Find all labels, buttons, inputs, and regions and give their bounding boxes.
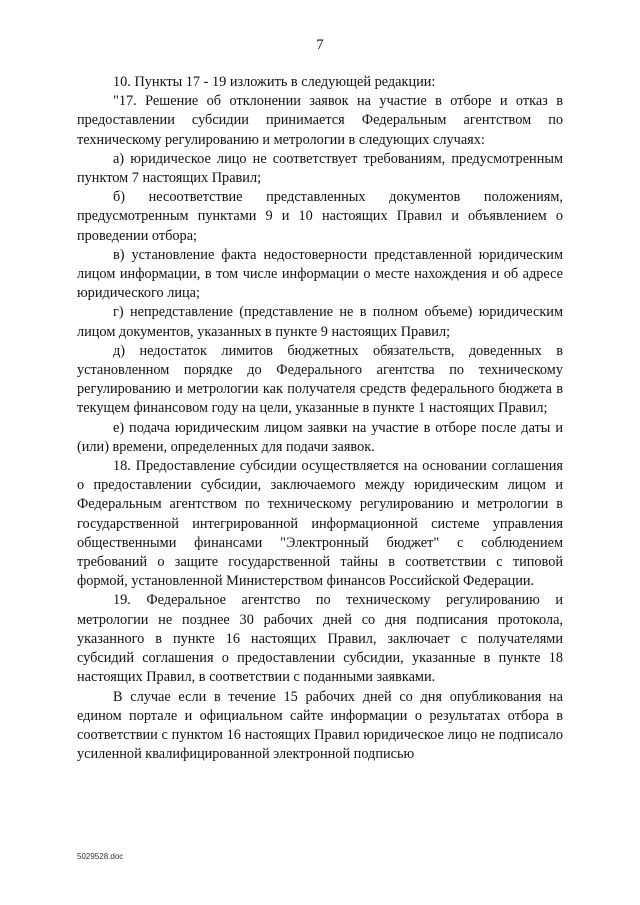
subitem-a: а) юридическое лицо не соответствует требованиям, предусмотренным пунктом 7 настоящих Правил;: [77, 150, 563, 187]
page-number: 7: [316, 37, 324, 53]
subitem-d: д) недостаток лимитов бюджетных обязательств, доведенных в установленном порядке до Федерального агентства по техническому регулированию и метрологии как получателя средств федерального бюджета в текущем финансовом году на цели, указанные в пункте 1 настоящих Правил;: [77, 342, 563, 417]
paragraph-10: 10. Пункты 17 - 19 изложить в следующей редакции:: [113, 74, 436, 90]
subitem-b: б) несоответствие представленных документов положениям, предусмотренным пунктами 9 и 10 настоящих Правил и объявлением о проведении отбора;: [77, 189, 563, 244]
footer-file-name: 5029528.doc: [77, 852, 124, 861]
paragraph-17: "17. Решение об отклонении заявок на участие в отборе и отказ в предоставлении субсидии принимается Федеральным агентством по техническому регулированию и метрологии в следующих случаях:: [77, 93, 563, 148]
subitem-v: в) установление факта недостоверности представленной юридическим лицом информации, в том числе информации о месте нахождения и об адресе юридического лица;: [77, 246, 563, 302]
paragraph-case: В случае если в течение 15 рабочих дней со дня опубликования на едином портале и официальном сайте информации о результатах отбора в соответствии с пунктом 16 настоящих Правил юридическое лицо не подписало усиленной квалифицированной электронной подписью: [77, 688, 563, 763]
document-body: [77, 73, 563, 764]
subitem-g: г) непредставление (представление не в полном объеме) юридическим лицом документов, указанных в пункте 9 настоящих Правил;: [77, 304, 563, 340]
paragraph-18: 18. Предоставление субсидии осуществляется на основании соглашения о предоставлении субсидии, заключаемого между юридическим лицом и Федеральным агентством по техническому регулированию и метрологии в государственной интегрированной информационной системе управления общественными финансами "Электронный бюджет" с соблюдением требований о защите государственной тайны в соответствии с типовой формой, установленной Министерством финансов Российской Федерации.: [77, 458, 563, 590]
subitem-e: е) подача юридическим лицом заявки на участие в отборе после даты и (или) времени, определенных для подачи заявок.: [77, 419, 563, 455]
paragraph-19: 19. Федеральное агентство по техническому регулированию и метрологии не позднее 30 рабочих дней со дня подписания протокола, указанного в пункте 16 настоящих Правил, заключает с получателями субсидий соглашения о предоставлении субсидии, указанные в пункте 18 настоящих Правил, в соответствии с поданными заявками.: [77, 592, 563, 686]
